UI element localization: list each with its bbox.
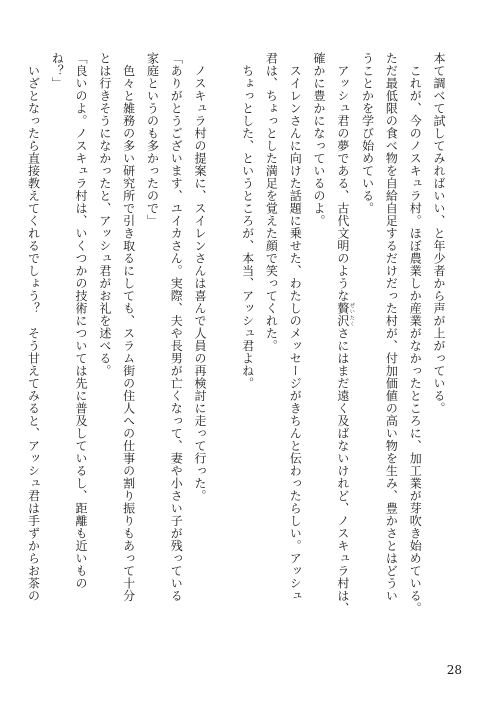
text-line: ちょっとした、というところが、本当、アッシュ君よね。: [240, 52, 255, 390]
text-line: 家庭というのも多かったので」: [145, 52, 160, 227]
text-line: これが、今のノスキュラ村。ほぼ農業しか産業がなかったところに、加工業が芽吹き始めている。: [408, 52, 423, 615]
text-line: うことかを学び始めている。: [360, 52, 375, 215]
text-line: とは行きそうになかったと、アッシュ君がお礼を述べる。: [97, 52, 112, 377]
text-line: 「ありがとうございます、ユイカさん。実際、夫や長男が亡くなって、妻や小さい子が残っている: [169, 52, 184, 602]
ruby-word: 贅沢 ぜいたく: [335, 302, 355, 327]
page-number: 28: [446, 663, 462, 677]
text-line: 本て調べて試してみればいい、と年少者から声が上がっている。: [432, 52, 446, 415]
ruby-reading: ぜいたく: [348, 302, 355, 327]
vertical-text-body: [26, 52, 450, 617]
text-line: 「良いのよ。ノスキュラ村は、いくつかの技術については先に普及しているし、距離も近いもの: [74, 52, 89, 590]
text-line: ただ最低限の食べ物を自給自足するだけだった村が、付加価値の高い物を生み、豊かさとはどうい: [384, 52, 399, 602]
text-line: 君は、ちょっとした満足を覚えた顔で笑ってくれた。: [264, 52, 279, 352]
text-line: スイレンさんに向けた話題に乗せた、わたしのメッセージがきちんと伝わったらしい。アッシュ: [288, 52, 303, 602]
scene-break: [211, 52, 235, 617]
text-line-with-ruby: [330, 52, 355, 617]
text-line: ね？」: [50, 52, 65, 90]
text-line-segment: アッシュ君の夢である、古代文明のような贅沢 ぜいたくさにはまだ遠く及ばないけれど、ノスキュラ村は、: [335, 52, 355, 615]
text-line: いざとなったら直接教えてくれるでしょう？ そう甘えてみると、アッシュ君は手ずからお茶の: [26, 52, 41, 602]
text-line: 確かに豊かになっているのよ。: [312, 52, 327, 227]
text-line: 色々と雑務の多い研究所で引き取るにしても、スラム街の住人への仕事の割り振りもあって十分: [121, 52, 136, 602]
text-line: ノスキュラ村の提案に、スイレンさんは喜んで人員の再検討に走って行った。: [193, 52, 208, 502]
